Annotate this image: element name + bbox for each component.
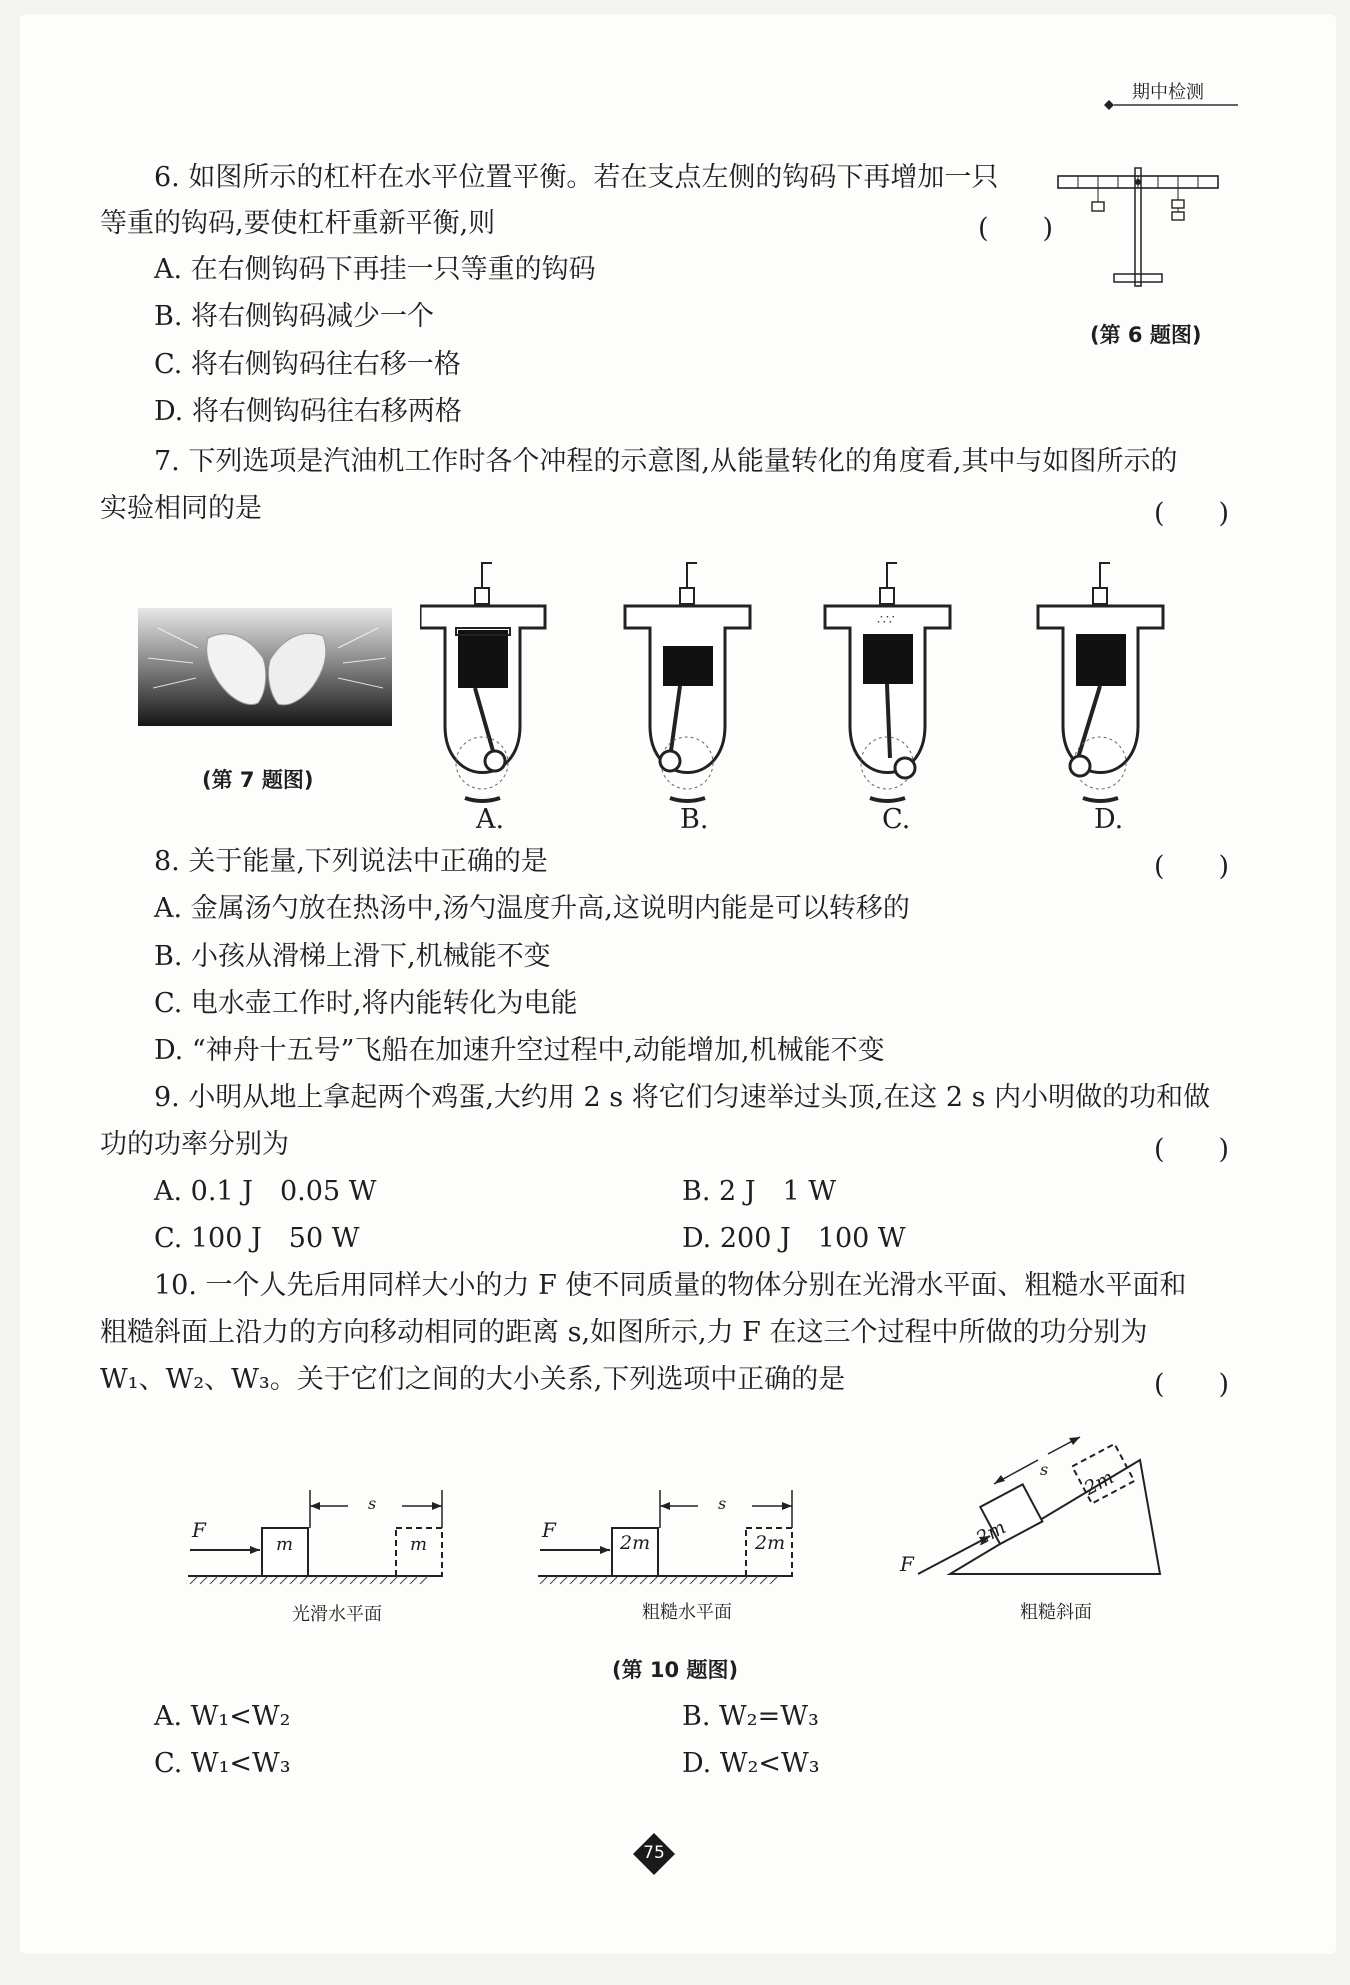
workbook-page bbox=[20, 14, 1336, 1954]
panel-smooth-horizontal bbox=[188, 1490, 442, 1584]
q10-option-d[interactable]: D. W₂<W₃ bbox=[682, 1748, 820, 1779]
engine-c-icon bbox=[825, 563, 950, 801]
mass-label-1: m bbox=[276, 1534, 294, 1555]
svg-text:∴∵: ∴∵ bbox=[877, 612, 895, 628]
q8-option-b[interactable]: B. 小孩从滑梯上滑下,机械能不变 bbox=[154, 941, 551, 972]
q9-option-a[interactable]: A. 0.1 J 0.05 W bbox=[154, 1176, 377, 1207]
mass-label-1-dashed: m bbox=[410, 1534, 428, 1555]
q10-figure-caption: (第 10 题图) bbox=[612, 1658, 739, 1682]
engine-b-icon bbox=[625, 563, 750, 801]
rubbing-hands-photo bbox=[138, 608, 392, 726]
q10-option-b[interactable]: B. W₂=W₃ bbox=[682, 1701, 819, 1732]
q10-stem-line2: 粗糙斜面上沿力的方向移动相同的距离 s,如图所示,力 F 在这三个过程中所做的功分别为 bbox=[100, 1317, 1148, 1348]
q10-answer-paren[interactable]: ( ) bbox=[1154, 1369, 1230, 1400]
q6-answer-paren[interactable]: ( ) bbox=[978, 213, 1054, 244]
distance-label-1: s bbox=[368, 1494, 377, 1513]
force-label-2: F bbox=[542, 1518, 556, 1542]
q6-option-c[interactable]: C. 将右侧钩码往右移一格 bbox=[154, 349, 461, 380]
q6-option-b[interactable]: B. 将右侧钩码减少一个 bbox=[154, 301, 435, 332]
q6-option-a[interactable]: A. 在右侧钩码下再挂一只等重的钩码 bbox=[154, 254, 596, 285]
q7-stem-line2: 实验相同的是 bbox=[100, 493, 262, 524]
engine-label-b[interactable]: B. bbox=[680, 804, 709, 835]
panel-rough-horizontal bbox=[538, 1490, 792, 1584]
q9-stem-line2: 功的功率分别为 bbox=[100, 1129, 289, 1160]
page-number-badge bbox=[632, 1832, 676, 1876]
q6-option-d[interactable]: D. 将右侧钩码往右移两格 bbox=[154, 396, 462, 427]
q6-stem-line2: 等重的钩码,要使杠杆重新平衡,则 bbox=[100, 208, 496, 239]
mass-label-3-dashed: 2m bbox=[1080, 1466, 1118, 1500]
mass-label-2: 2m bbox=[620, 1532, 651, 1554]
q9-option-c[interactable]: C. 100 J 50 W bbox=[154, 1223, 360, 1254]
mass-label-3: 2m bbox=[972, 1516, 1010, 1550]
q8-option-c[interactable]: C. 电水壶工作时,将内能转化为电能 bbox=[154, 988, 578, 1019]
q8-stem: 8. 关于能量,下列说法中正确的是 bbox=[154, 846, 548, 877]
q10-stem-line1: 10. 一个人先后用同样大小的力 F 使不同质量的物体分别在光滑水平面、粗糙水平面和 bbox=[154, 1270, 1187, 1301]
engine-label-a[interactable]: A. bbox=[476, 804, 505, 835]
q8-answer-paren[interactable]: ( ) bbox=[1154, 851, 1230, 882]
q10-option-a[interactable]: A. W₁<W₂ bbox=[154, 1701, 291, 1732]
mass-label-2-dashed: 2m bbox=[755, 1532, 786, 1554]
q10-stem-line3: W₁、W₂、W₃。关于它们之间的大小关系,下列选项中正确的是 bbox=[100, 1364, 846, 1395]
q10-force-figure bbox=[170, 1424, 1190, 1624]
q9-option-d[interactable]: D. 200 J 100 W bbox=[682, 1223, 906, 1254]
distance-label-3: s bbox=[1040, 1460, 1049, 1479]
engine-strokes-figure bbox=[420, 558, 1200, 830]
force-label-1: F bbox=[192, 1518, 206, 1542]
q7-figure-caption: (第 7 题图) bbox=[202, 768, 314, 792]
q6-stem-line1: 6. 如图所示的杠杆在水平位置平衡。若在支点左侧的钩码下再增加一只 bbox=[154, 162, 999, 193]
distance-label-2: s bbox=[718, 1494, 727, 1513]
q8-option-d[interactable]: D. “神舟十五号”飞船在加速升空过程中,动能增加,机械能不变 bbox=[154, 1035, 885, 1066]
q9-stem-line1: 9. 小明从地上拿起两个鸡蛋,大约用 2 s 将它们匀速举过头顶,在这 2 s 内小明做的功和做 bbox=[154, 1082, 1211, 1113]
surface-label-rough: 粗糙水平面 bbox=[642, 1602, 732, 1623]
surface-label-smooth: 光滑水平面 bbox=[292, 1604, 382, 1625]
page-number: 75 bbox=[643, 1843, 665, 1863]
surface-label-incline: 粗糙斜面 bbox=[1020, 1602, 1092, 1623]
header-rule bbox=[1100, 98, 1240, 112]
q8-option-a[interactable]: A. 金属汤勺放在热汤中,汤勺温度升高,这说明内能是可以转移的 bbox=[154, 893, 910, 924]
engine-label-d[interactable]: D. bbox=[1094, 804, 1124, 835]
q6-figure-caption: (第 6 题图) bbox=[1090, 323, 1202, 347]
lever-figure bbox=[1056, 154, 1256, 294]
q9-option-b[interactable]: B. 2 J 1 W bbox=[682, 1176, 837, 1207]
section-header: 期中检测 bbox=[1132, 82, 1204, 103]
q7-stem-line1: 7. 下列选项是汽油机工作时各个冲程的示意图,从能量转化的角度看,其中与如图所示的 bbox=[154, 446, 1178, 477]
engine-d-icon bbox=[1038, 563, 1163, 801]
q7-answer-paren[interactable]: ( ) bbox=[1154, 498, 1230, 529]
force-label-3: F bbox=[900, 1552, 914, 1576]
engine-label-c[interactable]: C. bbox=[882, 804, 911, 835]
engine-a-icon bbox=[420, 563, 545, 801]
q10-option-c[interactable]: C. W₁<W₃ bbox=[154, 1748, 291, 1779]
q9-answer-paren[interactable]: ( ) bbox=[1154, 1134, 1230, 1165]
panel-rough-incline bbox=[918, 1437, 1160, 1574]
